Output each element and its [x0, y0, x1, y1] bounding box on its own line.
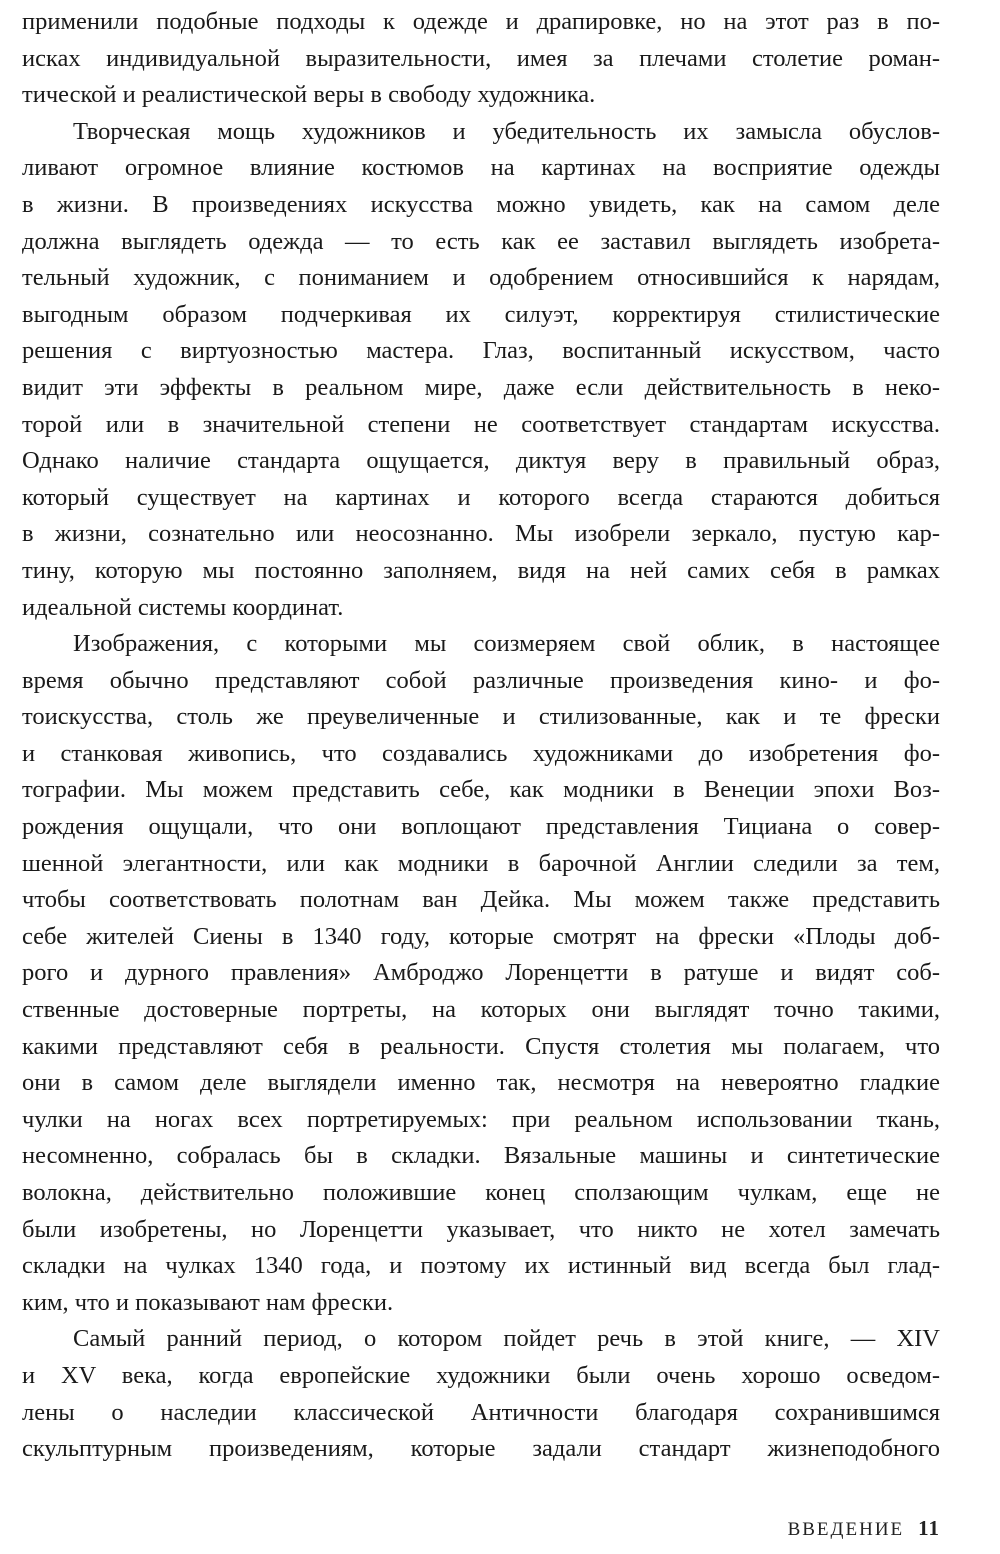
text-line: какими представляют себя в реальности. Спустя столетия мы полагаем, что	[22, 1032, 940, 1060]
text-line: время обычно представляют собой различные произведения кино- и фо-	[22, 666, 940, 694]
text-line: лены о наследии классической Античности благодаря сохранившимся	[22, 1398, 940, 1426]
text-line: Однако наличие стандарта ощущается, диктуя веру в правильный образ,	[22, 447, 940, 475]
text-line: в жизни, сознательно или неосознанно. Мы изобрели зеркало, пустую кар-	[22, 520, 940, 548]
text-line: несомненно, собралась бы в складки. Вязальные машины и синтетические	[22, 1142, 940, 1170]
text-line: Изображения, с которыми мы соизмеряем свой облик, в настоящее	[73, 630, 940, 658]
text-line: ким, что и показывают нам фрески.	[22, 1288, 394, 1316]
text-line: и станковая живопись, что создавались художниками до изобретения фо-	[22, 739, 940, 767]
text-line: Самый ранний период, о котором пойдет речь в этой книге, — XIV	[73, 1325, 940, 1353]
paragraph	[22, 114, 940, 626]
text-line: ственные достоверные портреты, на которых они выглядят точно такими,	[22, 996, 940, 1024]
text-line: скульптурным произведениям, которые задали стандарт жизнеподобного	[22, 1435, 940, 1463]
text-line: рождения ощущали, что они воплощают представления Тициана о совер-	[22, 813, 940, 841]
text-line: применили подобные подходы к одежде и драпировке, но на этот раз в по-	[22, 8, 940, 35]
page-number: 11	[918, 1516, 940, 1540]
text-line: и XV века, когда европейские художники были очень хорошо осведом-	[22, 1361, 940, 1389]
text-line: Творческая мощь художников и убедительность их замысла обуслов-	[73, 117, 940, 145]
text-line: тельный художник, с пониманием и одобрением относившийся к нарядам,	[22, 264, 940, 292]
text-line: рого и дурного правления» Амброджо Лоренцетти в ратуше и видят соб-	[22, 959, 940, 987]
section-title: ВВЕДЕНИЕ	[787, 1519, 905, 1540]
text-line: торой или в значительной степени не соответствует стандартам искусства.	[22, 410, 940, 438]
text-line: были изобретены, но Лоренцетти указывает, что никто не хотел замечать	[22, 1215, 940, 1243]
body-text	[22, 4, 940, 1468]
text-line: в жизни. В произведениях искусства можно увидеть, как на самом деле	[22, 190, 940, 218]
text-line: тической и реалистической веры в свободу художника.	[22, 81, 596, 109]
text-line: тоискусства, столь же преувеличенные и стилизованные, как и те фрески	[22, 703, 940, 731]
text-line: складки на чулках 1340 года, и поэтому их истинный вид всегда был глад-	[22, 1252, 940, 1280]
text-line: чулки на ногах всех портретируемых: при реальном использовании ткань,	[22, 1105, 940, 1133]
text-line: тографии. Мы можем представить себе, как модники в Венеции эпохи Воз-	[22, 776, 940, 804]
text-line: себе жителей Сиены в 1340 году, которые смотрят на фрески «Плоды доб-	[22, 922, 940, 950]
text-line: шенной элегантности, или как модники в барочной Англии следили за тем,	[22, 849, 940, 877]
paragraph	[22, 1321, 940, 1467]
text-line: должна выглядеть одежда — то есть как ее заставил выглядеть изобрета-	[22, 227, 940, 255]
paragraph	[22, 626, 940, 1321]
text-line: исках индивидуальной выразительности, имея за плечами столетие роман-	[22, 44, 940, 72]
running-footer	[788, 1516, 940, 1541]
text-line: видит эти эффекты в реальном мире, даже если действительность в неко-	[22, 373, 940, 401]
text-line: выгодным образом подчеркивая их силуэт, корректируя стилистические	[22, 300, 940, 328]
text-line: тину, которую мы постоянно заполняем, видя на ней самих себя в рамках	[22, 556, 940, 584]
text-line: ливают огромное влияние костюмов на картинах на восприятие одежды	[22, 154, 940, 182]
paragraph	[22, 4, 940, 114]
text-line: они в самом деле выглядели именно так, несмотря на невероятно гладкие	[22, 1069, 940, 1097]
text-line: решения с виртуозностью мастера. Глаз, воспитанный искусством, часто	[22, 337, 940, 365]
text-line: который существует на картинах и которого всегда стараются добиться	[22, 483, 940, 511]
text-line: идеальной системы координат.	[22, 593, 344, 621]
text-line: чтобы соответствовать полотнам ван Дейка. Мы можем также представить	[22, 886, 940, 914]
text-line: волокна, действительно положившие конец сползающим чулкам, еще не	[22, 1179, 940, 1206]
